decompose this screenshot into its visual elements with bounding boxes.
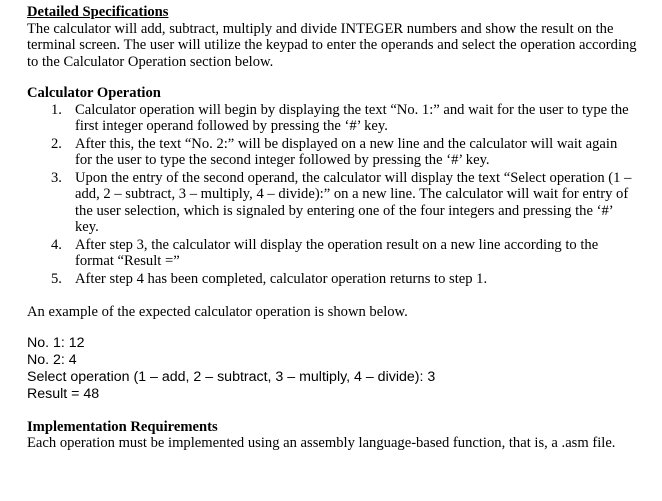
example-line: Result = 48 xyxy=(27,385,100,402)
list-item xyxy=(27,237,637,270)
list-item xyxy=(27,170,637,236)
example-intro: An example of the expected calculator operation is shown below. xyxy=(27,304,408,320)
operation-steps-list xyxy=(27,102,637,288)
step-text: After step 3, the calculator will display the operation result on a new line according to the format “Result =” xyxy=(75,236,599,269)
list-item xyxy=(27,271,637,288)
step-text: Calculator operation will begin by displaying the text “No. 1:” and wait for the user to type the first integer operand followed by pressing the ‘#’ key. xyxy=(75,101,629,134)
step-number: 4. xyxy=(51,236,62,253)
implementation-requirements-paragraph: Each operation must be implemented using an assembly language-based function, that is, a .asm file. xyxy=(27,435,616,451)
document xyxy=(27,4,637,452)
step-text: Upon the entry of the second operand, the calculator will display the text “Select operation (1 – add, 2 – subtract, 3 – multiply, 4 – divide):” on a new line. The calculator will wait for entry of the user selection, which is signaled by entering one of the four integers and pressing the ‘#’ key. xyxy=(75,169,632,235)
implementation-requirements-heading: Implementation Requirements xyxy=(27,418,218,435)
example-line: No. 1: 12 xyxy=(27,334,85,351)
list-item xyxy=(27,136,637,169)
step-number: 5. xyxy=(51,270,62,287)
step-number: 2. xyxy=(51,135,62,152)
step-number: 3. xyxy=(51,169,62,186)
list-item xyxy=(27,102,637,135)
step-text: After this, the text “No. 2:” will be displayed on a new line and the calculator will wait again for the user to type the second integer followed by pressing the ‘#’ key. xyxy=(75,135,618,168)
step-number: 1. xyxy=(51,101,62,118)
calculator-operation-heading: Calculator Operation xyxy=(27,85,161,101)
detailed-specifications-paragraph: The calculator will add, subtract, multiply and divide INTEGER numbers and show the result on the terminal screen. The user will utilize the keypad to enter the operands and select the operation according to the Calculator Operation section below. xyxy=(27,20,637,70)
example-output xyxy=(27,335,637,403)
detailed-specifications-heading: Detailed Specifications xyxy=(27,4,169,20)
step-text: After step 4 has been completed, calculator operation returns to step 1. xyxy=(75,270,488,287)
example-line: Select operation (1 – add, 2 – subtract, 3 – multiply, 4 – divide): 3 xyxy=(27,368,436,385)
example-line: No. 2: 4 xyxy=(27,351,77,368)
